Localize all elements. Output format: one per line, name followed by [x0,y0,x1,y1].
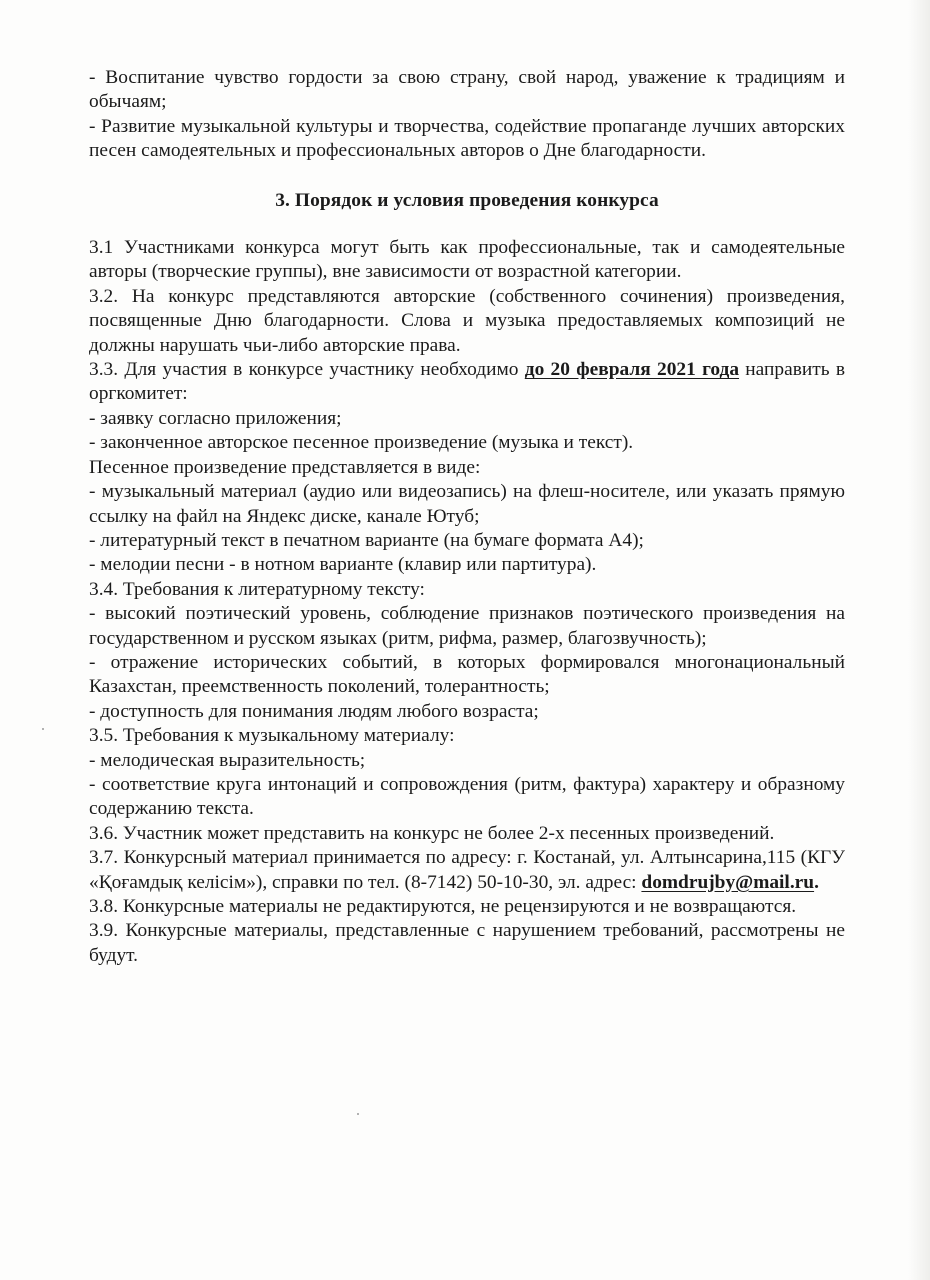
clause-3-5: 3.5. Требования к музыкальному материалу: [89,725,455,747]
scan-edge-shadow [908,0,930,1280]
list-item: - заявку согласно приложения; [89,407,342,429]
clause-3-7-tail: . [814,871,819,893]
clause-3-2: 3.2. На конкурс представляются авторские (собственного сочинения) произведения, посвященные Дню благодарности. Слова и музыка предоставляемых композиций не должны нарушать чьи-либо авторские права. [89,285,845,356]
clause-3-8: 3.8. Конкурсные материалы не редактируются, не рецензируются и не возвращаются. [89,896,797,917]
clause-3-3-tail: направить в оргкомитет: [89,359,845,405]
list-item: - литературный текст в печатном варианте (на бумаге формата А4); [89,529,644,551]
list-item: - высокий поэтический уровень, соблюдение признаков поэтического произведения на государственном и русском языках (ритм, рифма, размер, благозвучность); [89,603,845,649]
deadline-date: до 20 февраля 2021 года [524,359,740,381]
clause-3-9: 3.9. Конкурсные материалы, представленные с нарушением требований, рассмотрены не будут. [89,920,845,966]
clause-3-3 [89,358,845,407]
clause-3-7 [89,846,845,895]
list-item: - законченное авторское песенное произведение (музыка и текст). [89,432,634,454]
list-item: - музыкальный материал (аудио или видеозапись) на флеш-носителе, или указать прямую ссылку на файл на Яндекс диске, канале Ютуб; [89,481,845,527]
clause-3-6: 3.6. Участник может представить на конкурс не более 2-х песенных произведений. [89,822,775,844]
email-link[interactable]: domdrujby@mail.ru [641,871,815,893]
document-body [89,66,845,968]
list-item: - соответствие круга интонаций и сопровождения (ритм, фактура) характеру и образному содержанию текста. [89,773,845,820]
scan-speck [357,1113,359,1115]
intro-item-music-culture: - Развитие музыкальной культуры и творчества, содействие пропаганде лучших авторских песен самодеятельных и профессиональных авторов о Дне благодарности. [89,115,845,162]
list-item: - доступность для понимания людям любого возраста; [89,700,539,722]
intro-item-pride: - Воспитание чувство гордости за свою страну, свой народ, уважение к традициям и обычаям; [89,67,845,113]
clause-3-1: 3.1 Участниками конкурса могут быть как профессиональные, так и самодеятельные авторы (творческие группы), вне зависимости от возрастной категории. [89,237,845,283]
list-item: - отражение исторических событий, в которых формировался многонациональный Казахстан, преемственность поколений, толерантность; [89,651,845,698]
list-item: - мелодии песни - в нотном варианте (клавир или партитура). [89,554,597,576]
clause-3-4: 3.4. Требования к литературному тексту: [89,578,425,600]
section-heading: 3. Порядок и условия проведения конкурса [275,189,659,211]
scan-speck [42,728,44,730]
clause-3-7-text: 3.7. Конкурсный материал принимается по адресу: г. Костанай, ул. Алтынсарина,115 (КГУ «Қоғамдық келісім»), справки по тел. (8-7142) 50-10-30, эл. адрес: [89,847,845,893]
list-item: - мелодическая выразительность; [89,749,366,771]
clause-3-3-text: 3.3. Для участия в конкурсе участнику необходимо [89,359,525,381]
form-intro: Песенное произведение представляется в виде: [89,456,481,478]
